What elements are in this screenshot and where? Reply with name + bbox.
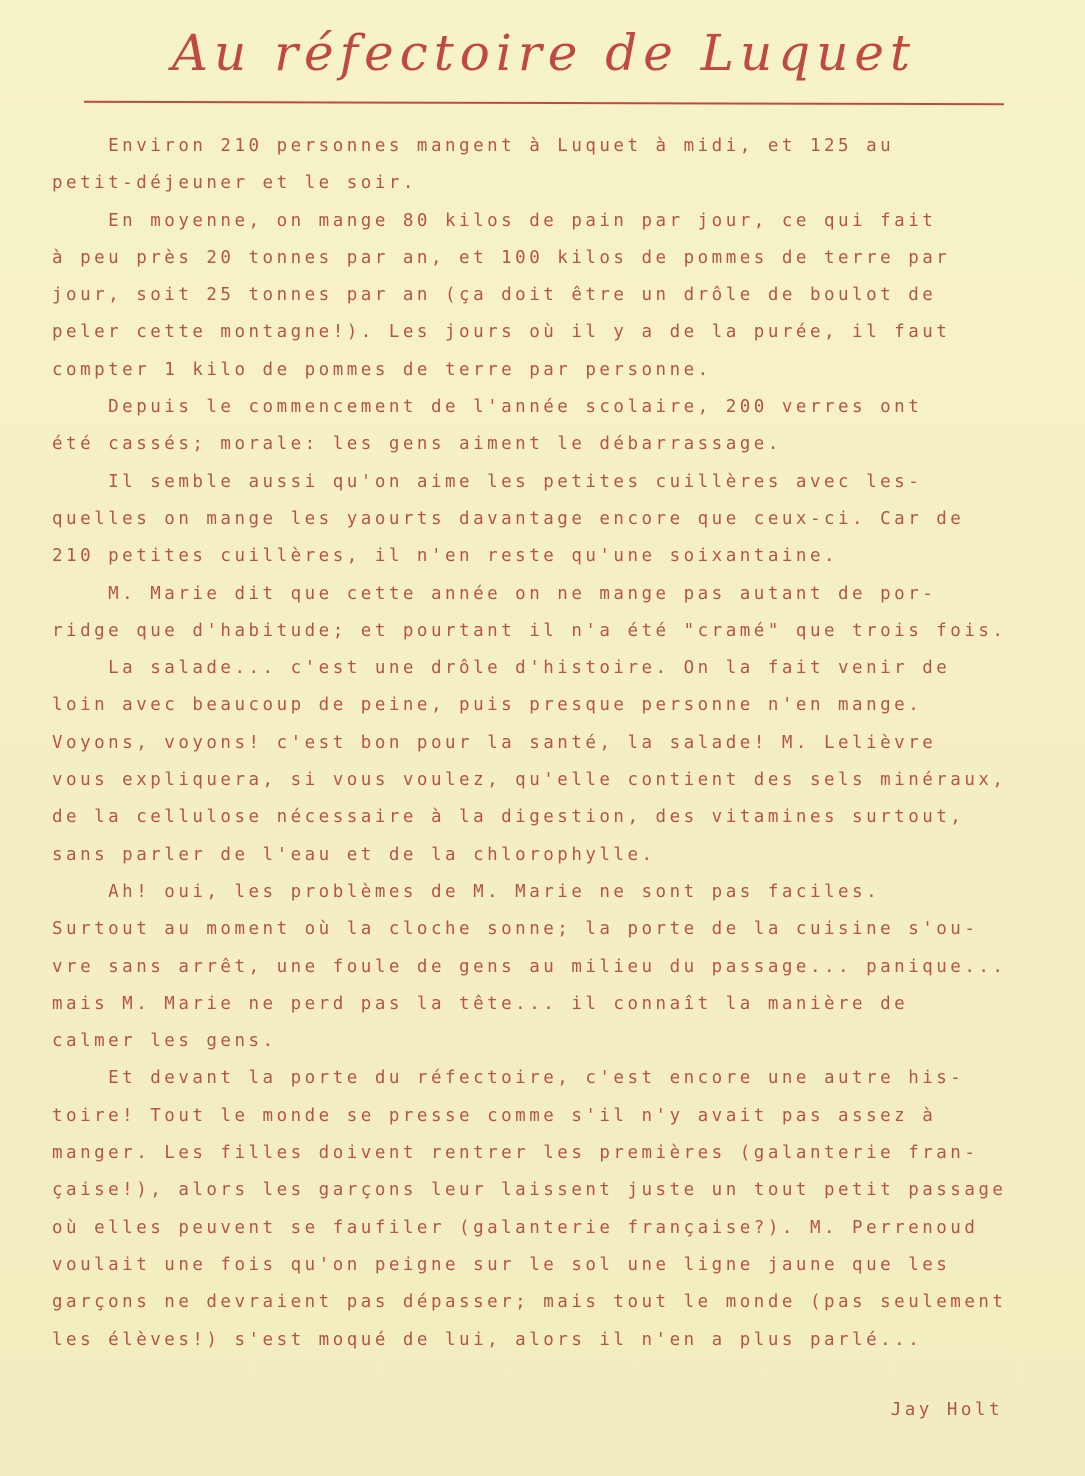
title-block	[84, 18, 1004, 104]
text-line: M. Marie dit que cette année on ne mange pas autant de por-	[52, 583, 937, 604]
text-line: calmer les gens.	[52, 1031, 277, 1052]
text-line: les élèves!) s'est moqué de lui, alors il n'en a plus parlé...	[52, 1329, 923, 1350]
text-line: de la cellulose nécessaire à la digestion, des vitamines surtout,	[52, 807, 965, 828]
text-line: manger. Les filles doivent rentrer les premières (galanterie fran-	[52, 1143, 979, 1164]
article-body	[52, 128, 1052, 1359]
text-line: Voyons, voyons! c'est bon pour la santé, la salade! M. Lelièvre	[52, 732, 937, 753]
text-line: jour, soit 25 tonnes par an (ça doit être un drôle de boulot de	[52, 285, 937, 306]
text-line: çaise!), alors les garçons leur laissent juste un tout petit passage	[52, 1180, 1007, 1201]
text-line: Environ 210 personnes mangent à Luquet à midi, et 125 au	[52, 136, 895, 156]
page-title: Au réfectoire de Luquet	[171, 24, 917, 82]
text-line: Il semble aussi qu'on aime les petites cuillères avec les-	[52, 471, 923, 492]
text-line: quelles on mange les yaourts davantage encore que ceux-ci. Car de	[52, 508, 965, 529]
text-line: Surtout au moment où la cloche sonne; la porte de la cuisine s'ou-	[52, 919, 979, 940]
text-line: été cassés; morale: les gens aiment le débarrassage.	[52, 434, 782, 455]
text-line: à peu près 20 tonnes par an, et 100 kilos de pommes de terre par	[52, 247, 951, 268]
title-underline	[84, 101, 1004, 105]
text-line: mais M. Marie ne perd pas la tête... il connaît la manière de	[52, 993, 909, 1014]
text-line: Ah! oui, les problèmes de M. Marie ne sont pas faciles.	[52, 881, 881, 902]
text-line: vre sans arrêt, une foule de gens au milieu du passage... panique...	[52, 956, 1007, 977]
text-line: En moyenne, on mange 80 kilos de pain par jour, ce qui fait	[52, 210, 937, 231]
text-line: 210 petites cuillères, il n'en reste qu'une soixantaine.	[52, 546, 839, 567]
text-line: vous expliquera, si vous voulez, qu'elle contient des sels minéraux,	[52, 770, 1007, 791]
text-line: garçons ne devraient pas dépasser; mais tout le monde (pas seulement	[52, 1292, 1007, 1313]
text-line: compter 1 kilo de pommes de terre par personne.	[52, 359, 712, 380]
text-line: sans parler de l'eau et de la chlorophylle.	[52, 844, 656, 865]
text-line: ridge que d'habitude; et pourtant il n'a été "cramé" que trois fois.	[52, 620, 1007, 641]
text-line: voulait une fois qu'on peigne sur le sol une ligne jaune que les	[52, 1254, 951, 1275]
text-line: La salade... c'est une drôle d'histoire. On la fait venir de	[52, 658, 951, 679]
text-line: Et devant la porte du réfectoire, c'est encore une autre his-	[52, 1068, 965, 1089]
text-line: loin avec beaucoup de peine, puis presque personne n'en mange.	[52, 695, 923, 716]
text-line: où elles peuvent se faufiler (galanterie française?). M. Perrenoud	[52, 1217, 979, 1238]
text-line: toire! Tout le monde se presse comme s'il n'y avait pas assez à	[52, 1105, 937, 1126]
text-line: peler cette montagne!). Les jours où il y a de la purée, il faut	[52, 322, 951, 343]
text-line: petit-déjeuner et le soir.	[52, 173, 417, 194]
author-signature: Jay Holt	[890, 1400, 1003, 1420]
text-line: Depuis le commencement de l'année scolaire, 200 verres ont	[52, 397, 923, 418]
